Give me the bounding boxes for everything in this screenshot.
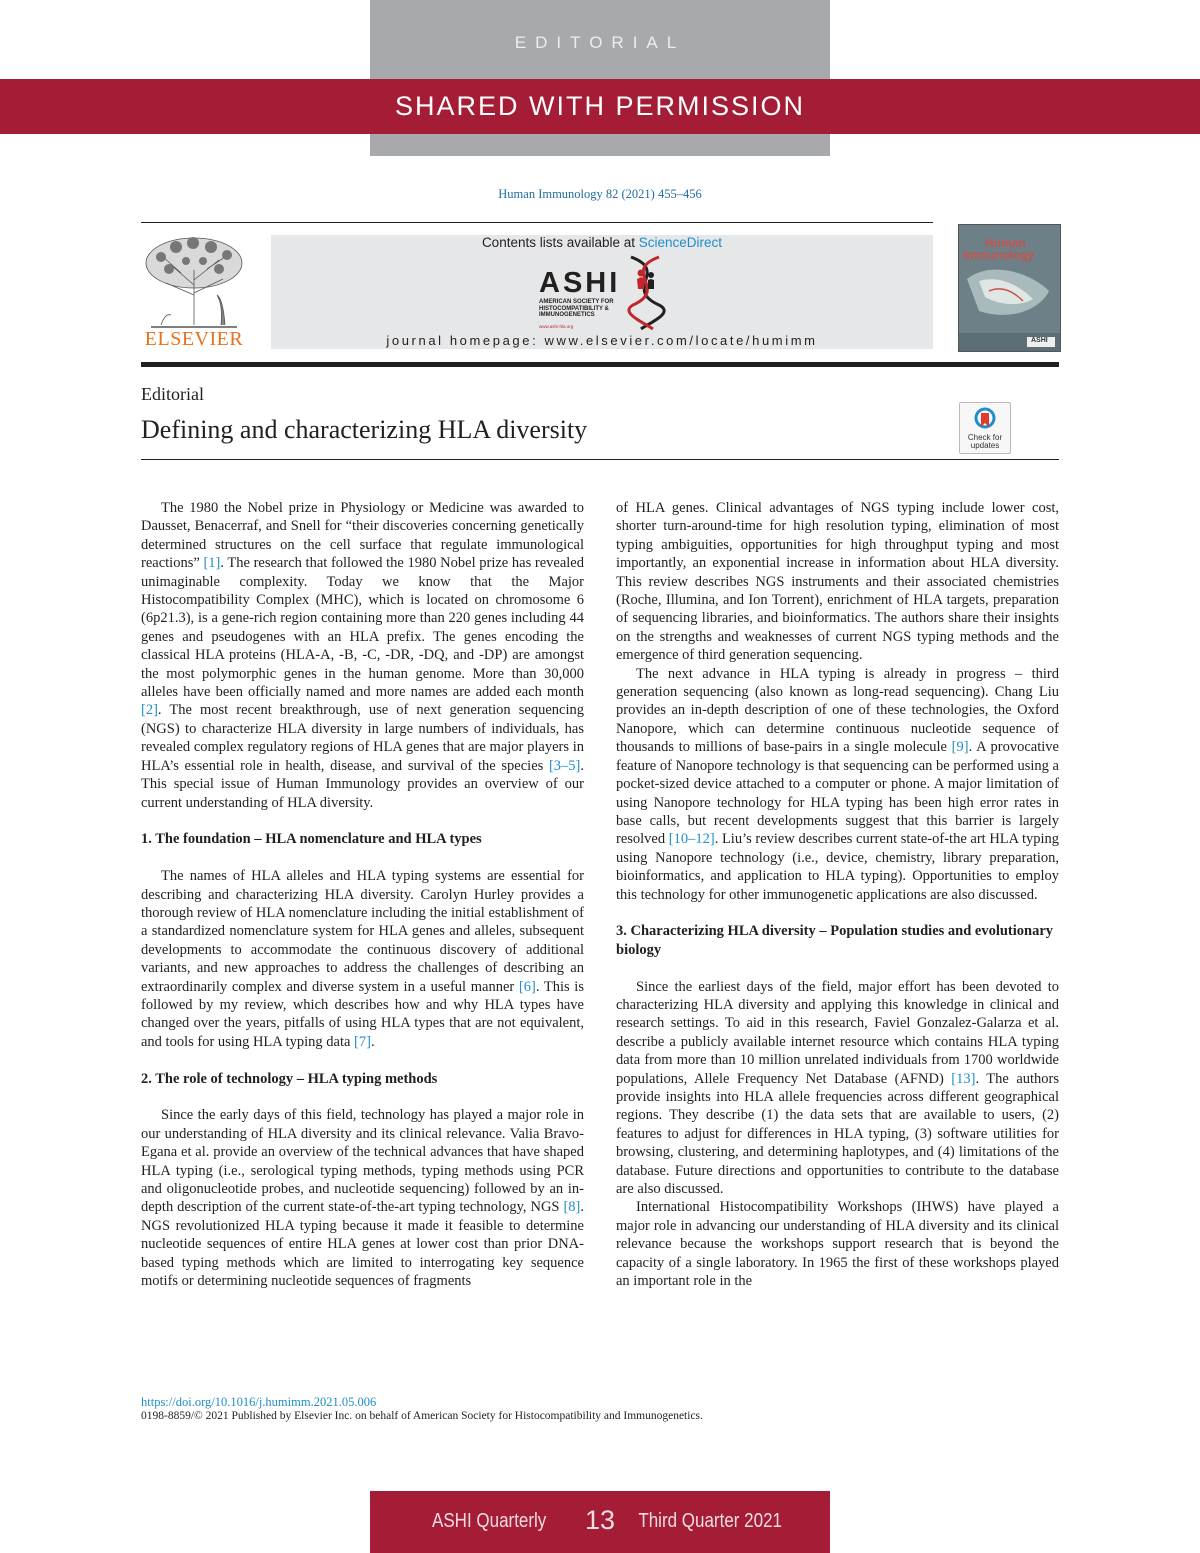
check-for-updates-button[interactable] [959, 402, 1011, 454]
footer-issue: Third Quarter 2021 [638, 1510, 782, 1532]
journal-cover-thumbnail[interactable] [958, 224, 1061, 352]
footer-page-number: 13 [584, 1505, 616, 1535]
section-heading: 3. Characterizing HLA diversity – Population studies and evolutionary biology [616, 923, 1054, 958]
ashi-url: www.ashi-hla.org [539, 324, 574, 329]
citation-link[interactable]: [8] [563, 1199, 581, 1216]
paragraph: Since the early days of this field, technology has played a major role in our understanding of HLA diversity and its clinical relevance. Valia Bravo-Egana et al. provide an overview of the technical advances that have shaped HLA typing (i.e., serological typing methods, typing methods using PCR and oligonucleotide probes, and nucleotide sequencing) followed by an in-depth description of the current state-of-the-art typing technology, NGS [8]. NGS revolutionized HLA typing because it made it feasible to determine nucleotide sequences of entire HLA genes at lower cost than prior DNA-based typing methods which are limited to interrogating key sequence motifs or determining nucleotide sequences of fragments [141, 1107, 584, 1289]
citation-link[interactable]: [7] [354, 1033, 371, 1050]
citation-link[interactable]: [9] [951, 739, 969, 756]
journal-reference-link[interactable]: Human Immunology 82 (2021) 455–456 [498, 187, 702, 201]
page-footer [370, 1491, 830, 1553]
section-heading: 2. The role of technology – HLA typing methods [141, 1070, 438, 1087]
copyright-notice: 0198-8859/© 2021 Published by Elsevier Inc. on behalf of American Society for Histocompatibility and Immunogenetics. [141, 1410, 703, 1422]
permission-banner: SHARED WITH PERMISSION [0, 79, 1200, 134]
citation-link[interactable]: [10–12] [668, 831, 715, 848]
elsevier-tree-icon [141, 235, 247, 331]
crossmark-icon [974, 407, 996, 431]
citation-link[interactable]: [13] [951, 1070, 976, 1087]
header-rule [141, 222, 933, 223]
elsevier-logo [141, 235, 247, 351]
paragraph: The 1980 the Nobel prize in Physiology or Medicine was awarded to Dausset, Benacerraf, and Snell for “their discoveries concerning genetically determined structures on the cell surface that regulate immunological reactions” [1]. The research that followed the 1980 Nobel prize has revealed unimaginable complexity. Today we know that the Major Histocompatibility Complex (MHC), which is located on chromosome 6 (6p21.3), is a gene-rich region containing more than 220 genes including 44 genes and pseudogenes with an HLA prefix. The genes encoding the classical HLA proteins (HLA-A, -B, -C, -DR, -DQ, and -DP) are amongst the most polymorphic genes in the human genome. More than 30,000 alleles have been officially named and more names are added each month [2]. The most recent breakthrough, use of next generation sequencing (NGS) to characterize HLA diversity in large numbers of individuals, has revealed complex regulatory regions of HLA genes that are major players in HLA’s essential role in health, disease, and survival of the species [3–5]. This special issue of Human Immunology provides an overview of our current understanding of HLA diversity. [141, 500, 584, 811]
body-column-left [141, 499, 584, 1290]
ashi-wordmark: ASHI [539, 267, 621, 299]
cover-ashi-badge: ASHI [1031, 337, 1048, 344]
masthead-rule [141, 362, 1059, 367]
article-type: Editorial [141, 384, 204, 404]
section-tab-label: EDITORIAL [514, 33, 686, 52]
footer-publication: ASHI Quarterly [432, 1510, 547, 1532]
article-title: Defining and characterizing HLA diversity [141, 415, 588, 444]
crossmark-label: Check for updates [967, 433, 1003, 450]
citation-link[interactable]: [2] [141, 702, 158, 719]
section-heading: 1. The foundation – HLA nomenclature and HLA types [141, 831, 482, 848]
ashi-society-name: AMERICAN SOCIETY FOR HISTOCOMPATIBILITY & IMMUNOGENETICS [539, 299, 614, 318]
paragraph: The next advance in HLA typing is already in progress – third generation sequencing (also known as long-read sequencing). Chang Liu provides an in-depth description of one of these technologies, the Oxford Nanopore, which can determine continuous nucleotide sequence of thousands to millions of base-pairs in a single molecule [9]. A provocative feature of Nanopore technology is that sequencing can be performed using a pocket-sized device attached to a computer or phone. A major limitation of using Nanopore technology for HLA typing has been high error rates in base calls, but recent developments suggest that this barrier is largely resolved [10–12]. Liu’s review describes current state-of-the art HLA typing using Nanopore technology (i.e., device, chemistry, library preparation, bioinformatics, and application to HLA typing). Opportunities to employ this technology for other immunogenetic applications are also discussed. [616, 665, 1060, 903]
title-rule [141, 459, 1059, 460]
citation-link[interactable]: [1] [203, 555, 221, 572]
ashi-logo [537, 253, 677, 331]
citation-link[interactable]: [6] [518, 978, 536, 995]
sciencedirect-link[interactable]: ScienceDirect [638, 235, 723, 250]
dna-helix-icon [619, 253, 677, 331]
paragraph: International Histocompatibility Workshops (IHWS) have played a major role in advancing our understanding of HLA diversity and its clinical relevance because the workshops support research that is beyond the capacity of a single laboratory. In 1965 the first of these workshops played an important role in the [616, 1199, 1059, 1290]
journal-masthead [271, 235, 933, 349]
paragraph: The names of HLA alleles and HLA typing systems are essential for describing and characterizing HLA diversity. Carolyn Hurley provides a thorough review of HLA nomenclature including the initial establishment of a standardized nomenclature system for HLA genes and alleles, subsequent developments to accommodate the continuous discovery of additional variants, and new approaches to address the challenges of describing an extraordinarily complex and diverse system in a useful manner [6]. This is followed by my review, which describes how and why HLA types have changed over the years, pitfalls of using HLA types that are not equivalent, and tools for using HLA typing data [7]. [141, 868, 584, 1050]
doi-link[interactable]: https://doi.org/10.1016/j.humimm.2021.05.006 [141, 1395, 377, 1409]
contents-line: Contents lists available at ScienceDirect [481, 235, 723, 250]
elsevier-wordmark: ELSEVIER [144, 328, 244, 350]
paragraph: of HLA genes. Clinical advantages of NGS typing include lower cost, shorter turn-around-time for high resolution typing, elimination of most typing ambiguities, opportunities for high throughput typing and most importantly, an exponential increase in information about HLA diversity. This review describes NGS instruments and their associated chemistries (Roche, Illumina, and Ion Torrent), enrichment of HLA targets, preparation of sequencing libraries, and bioinformatics. The authors share their insights on the strengths and weaknesses of current NGS typing methods and the emergence of third generation sequencing. [616, 500, 1059, 664]
citation-link[interactable]: [3–5] [548, 757, 581, 774]
body-column-right [616, 499, 1059, 1290]
paragraph: Since the earliest days of the field, major effort has been devoted to characterizing HLA diversity and applying this knowledge in clinical and research settings. To aid in this research, Faviel Gonzalez-Galarza et al. describe a publicly available internet resource which contains HLA typing data from more than 10 million unrelated individuals from 1700 worldwide populations, Allele Frequency Net Database (AFND) [13]. The authors provide insights into HLA allele frequencies across different geographical regions. They describe (1) the data sets that are available to users, (2) features to adjust for differences in HLA typing, (3) software utilities for browsing, clustering, and determining haplotypes, and (4) limitations of the database. Future directions and opportunities to contribute to the database are also discussed. [616, 978, 1060, 1197]
journal-homepage[interactable]: journal homepage: www.elsevier.com/locate/humimm [386, 333, 818, 348]
cover-title: Human Immunology [963, 236, 1035, 262]
